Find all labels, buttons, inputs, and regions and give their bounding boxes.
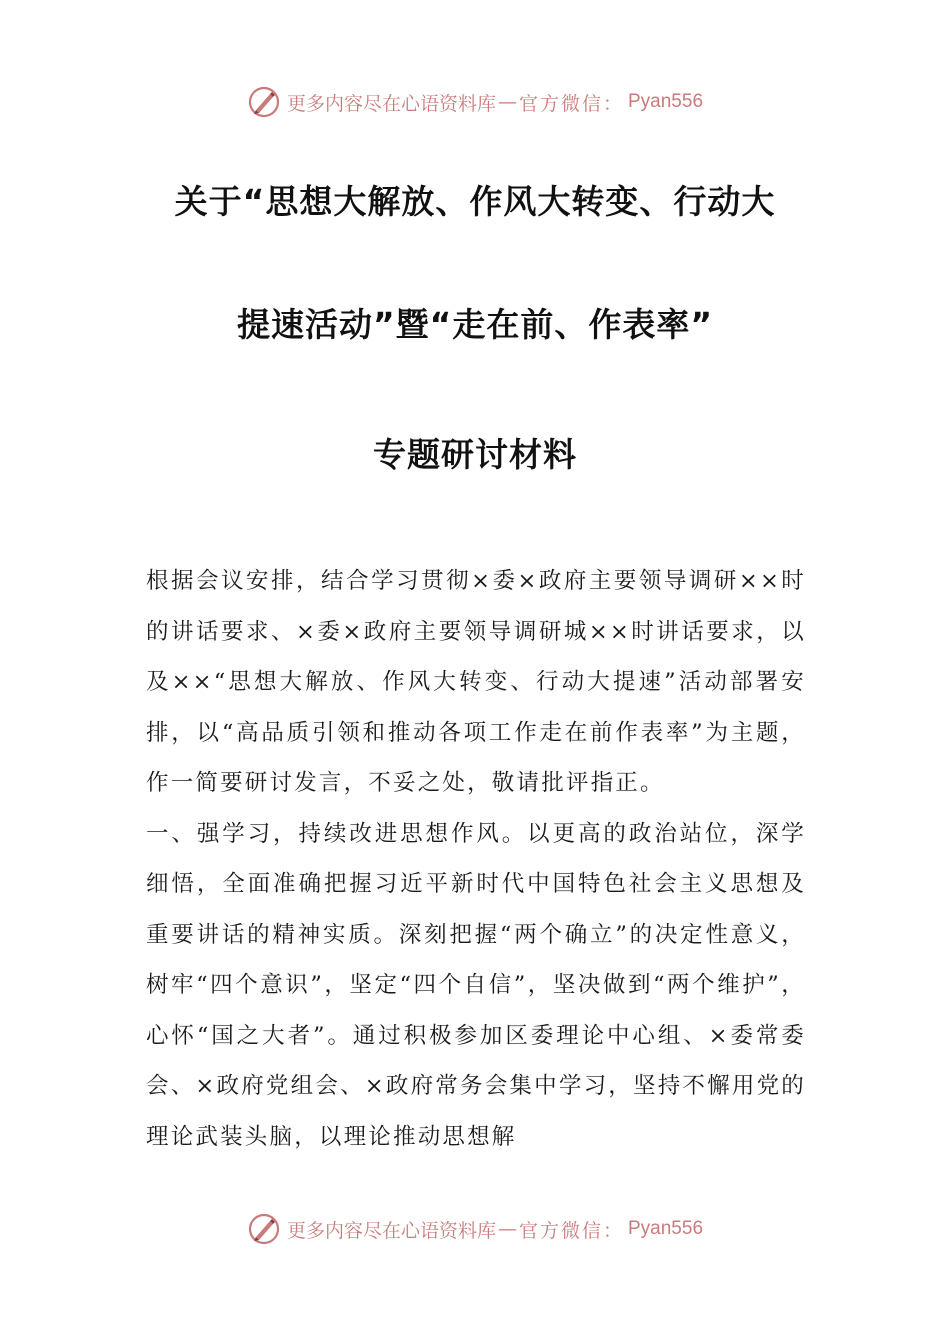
body-paragraph-section-1: 一、强学习，持续改进思想作风。以更高的政治站位，深学细悟，全面准确把握习近平新时代中国特色社会主义思想及重要讲话的精神实质。深刻把握“两个确立”的决定性意义，树牢“四个意识”，坚定“四个自信”，坚决做到“两个维护”，心怀“国之大者”。通过积极参加区委理论中心组、×委常委会、×政府党组会、×政府常务会集中学习，坚持不懈用党的理论武装头脑，以理论推动思想解 [146, 820, 806, 1150]
pen-logo-icon [247, 1212, 281, 1246]
document-title-line-3: 专题研讨材料 [373, 435, 577, 474]
watermark-dash: — [497, 91, 517, 113]
watermark-text: 更多内容尽在心语资料库 [286, 92, 496, 115]
document-body [146, 556, 806, 1162]
watermark-text: 更多内容尽在心语资料库 [286, 1219, 496, 1242]
watermark-footer [0, 1209, 950, 1249]
watermark-wechat-id: Pyan556 [628, 1218, 704, 1239]
document-title-line-2: 提速活动”暨“走在前、作表率” [236, 305, 714, 344]
watermark-header [0, 82, 950, 122]
document-title-line-1: 关于“思想大解放、作风大转变、行动大 [174, 182, 776, 221]
body-paragraph-intro: 根据会议安排，结合学习贯彻×委×政府主要领导调研××时的讲话要求、×委×政府主要领导调研城××时讲话要求，以及××“思想大解放、作风大转变、行动大提速”活动部署安排，以“高品质引领和推动各项工作走在前作表率”为主题，作一简要研讨发言，不妥之处，敬请批评指正。 [146, 568, 806, 796]
watermark-wechat-label: 官方微信： [518, 1219, 624, 1242]
watermark-wechat-id: Pyan556 [628, 91, 704, 112]
pen-logo-icon [247, 85, 281, 119]
watermark-dash: — [497, 1218, 517, 1240]
watermark-wechat-label: 官方微信： [518, 92, 624, 115]
